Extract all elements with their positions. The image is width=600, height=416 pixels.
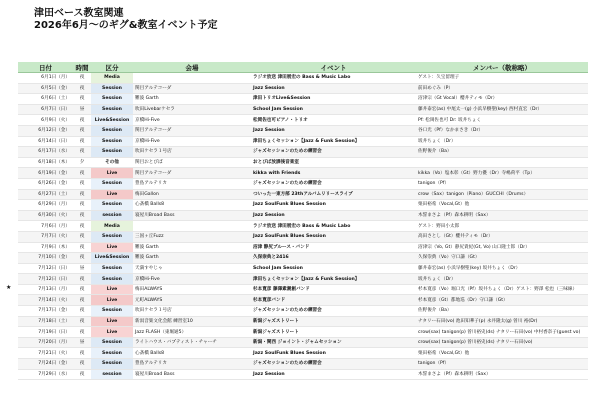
cell-event: Jazz SoulFunk Blues Session bbox=[251, 231, 416, 242]
table-row bbox=[18, 104, 588, 115]
cell-venue: 元町ALWAYS bbox=[133, 295, 251, 306]
cell-time: 夜 bbox=[73, 94, 91, 105]
cell-venue: 豊島アルテリカ bbox=[133, 178, 251, 189]
cell-date: 7月18日（土） bbox=[18, 316, 73, 327]
cell-venue: 難波 Garth bbox=[133, 242, 251, 253]
cell-venue: 関目アルテコーダ bbox=[133, 83, 251, 94]
cell-venue bbox=[133, 73, 251, 84]
cell-time: 夜 bbox=[73, 136, 91, 147]
header-venue: 会場 bbox=[133, 62, 251, 73]
cell-venue bbox=[133, 221, 251, 232]
cell-event: Jazz Session bbox=[251, 369, 416, 380]
star-marker: ★ bbox=[6, 284, 12, 292]
cell-event: 津田ちょくセッション【Jazz & Funk Session】 bbox=[251, 136, 416, 147]
cell-time: 夜 bbox=[73, 178, 91, 189]
cell-time: 夜 bbox=[73, 327, 91, 338]
cell-event: ラジオ放送 津田展宏の Bass & Music Labo bbox=[251, 73, 416, 84]
cell-members: crow(sax) tanigon(p) 曽川裕史(ds) ナタリー石田(vo) 中村香奈子(guest vo) bbox=[416, 327, 588, 338]
cell-date: 6月26日（金） bbox=[18, 178, 73, 189]
cell-date: 7月12日（日） bbox=[18, 263, 73, 274]
cell-time: 昼 bbox=[73, 263, 91, 274]
cell-members: 杉本寛彦（Gt）都地巡（Dr）守口謙（Gt） bbox=[416, 295, 588, 306]
cell-venue: 吹田ケセラ１号店 bbox=[133, 306, 251, 317]
cell-venue: 新潟音楽文化会館 練習室10 bbox=[133, 316, 251, 327]
cell-members: 佐野俊介（Ba） bbox=[416, 306, 588, 317]
table-row bbox=[18, 94, 588, 105]
cell-date: 7月7日（火） bbox=[18, 231, 73, 242]
cell-time: 夜 bbox=[73, 242, 91, 253]
cell-time: 夜 bbox=[73, 210, 91, 221]
cell-venue: 難波 Garth bbox=[133, 253, 251, 264]
cell-cat: Live bbox=[91, 284, 133, 295]
table-row bbox=[18, 157, 588, 168]
table-row bbox=[18, 337, 588, 348]
cell-date: 7月20日（月） bbox=[18, 337, 73, 348]
cell-time: 夜 bbox=[73, 231, 91, 242]
cell-event: ジャズセッションのための練習会 bbox=[251, 359, 416, 370]
table-row bbox=[18, 369, 588, 380]
cell-members: crow(sax) tanigon(p) 曽川裕史(ds) ナタリー石田(vo) bbox=[416, 337, 588, 348]
cell-venue: 寝屋川Broad Bass bbox=[133, 369, 251, 380]
table-row bbox=[18, 295, 588, 306]
cell-members: 坂井ちょく（Dr） bbox=[416, 136, 588, 147]
cell-event: Jazz Session bbox=[251, 210, 416, 221]
cell-members: 前田めぐみ（P） bbox=[416, 83, 588, 94]
table-row bbox=[18, 178, 588, 189]
cell-cat: Session bbox=[91, 136, 133, 147]
table-row bbox=[18, 242, 588, 253]
cell-time: 夜 bbox=[73, 253, 91, 264]
cell-venue: 天満すやじゃ bbox=[133, 263, 251, 274]
cell-cat: Media bbox=[91, 73, 133, 84]
cell-members: 久保崇典（Vo）守口謙（Gt） bbox=[416, 253, 588, 264]
cell-date: 7月13日（月） bbox=[18, 284, 73, 295]
cell-venue: 寝屋川Broad Bass bbox=[133, 210, 251, 221]
table-row bbox=[18, 210, 588, 221]
cell-date: 6月29日（月） bbox=[18, 200, 73, 211]
table-row bbox=[18, 316, 588, 327]
cell-members: 木誓まさよ（Pf）森本耕明（Sax） bbox=[416, 369, 588, 380]
cell-members: 谷口光（Pf）なかまさき（Dr） bbox=[416, 125, 588, 136]
cell-time: 夜 bbox=[73, 295, 91, 306]
cell-event: Jazz Session bbox=[251, 125, 416, 136]
cell-time: 夜 bbox=[73, 284, 91, 295]
cell-date: 6月14日（日） bbox=[18, 136, 73, 147]
cell-venue: 豊島アルテリカ bbox=[133, 359, 251, 370]
cell-cat: Live bbox=[91, 327, 133, 338]
cell-event: ジャズセッションのための練習会 bbox=[251, 178, 416, 189]
cell-date: 6月27日（土） bbox=[18, 189, 73, 200]
cell-members: crow（Sax）tanigon（Piano）GUCCHI（Drums） bbox=[416, 189, 588, 200]
cell-cat: Session bbox=[91, 147, 133, 158]
table-row bbox=[18, 359, 588, 370]
cell-members: Pf: 松岡佐也可 Dr: 坂井ちょく bbox=[416, 115, 588, 126]
cell-cat: Live&Session bbox=[91, 253, 133, 264]
cell-time: 夜 bbox=[73, 200, 91, 211]
table-row bbox=[18, 147, 588, 158]
cell-cat: session bbox=[91, 369, 133, 380]
cell-members: 栗田裕希（Vocal,Gt）他 bbox=[416, 200, 588, 211]
table-row bbox=[18, 125, 588, 136]
cell-venue: 梅田Gallon bbox=[133, 189, 251, 200]
cell-time: 夕 bbox=[73, 157, 91, 168]
cell-date: 7月19日（日） bbox=[18, 327, 73, 338]
cell-venue: 心斎橋 Balls8 bbox=[133, 200, 251, 211]
cell-date: 6月17日（水） bbox=[18, 147, 73, 158]
cell-members: 栗田裕希（Vocal,Gt）他 bbox=[416, 348, 588, 359]
cell-cat: Session bbox=[91, 178, 133, 189]
cell-date: 7月12日（日） bbox=[18, 274, 73, 285]
header-category: 区分 bbox=[91, 62, 133, 73]
page-title: 津田ベース教室関連 bbox=[34, 8, 124, 19]
cell-members: 木誓まさよ（Pf）森本耕明（Sax） bbox=[416, 210, 588, 221]
cell-date: 6月19日（金） bbox=[18, 168, 73, 179]
table-row bbox=[18, 136, 588, 147]
cell-time: 夜 bbox=[73, 369, 91, 380]
cell-cat: Session bbox=[91, 263, 133, 274]
cell-time: 夜 bbox=[73, 73, 91, 84]
cell-cat: Live bbox=[91, 295, 133, 306]
cell-members: 杉本寛彦（Vo）堀口光（Pf）坂井ちょく（Dr）ゲスト：野澤 松也（三味線） bbox=[416, 284, 588, 295]
cell-venue: 京橋Hi-Five bbox=[133, 274, 251, 285]
cell-members: ゲスト：野田小太郎 bbox=[416, 221, 588, 232]
cell-event: 久保崇典と2416 bbox=[251, 253, 416, 264]
cell-date: 6月9日（火） bbox=[18, 115, 73, 126]
cell-event: Jazz SoulFunk Blues Session bbox=[251, 200, 416, 211]
cell-cat: Live bbox=[91, 316, 133, 327]
cell-time: 夜 bbox=[73, 168, 91, 179]
cell-cat: Live bbox=[91, 189, 133, 200]
cell-date: 7月21日（火） bbox=[18, 348, 73, 359]
cell-members: tanigon（Pf） bbox=[416, 178, 588, 189]
table-row bbox=[18, 221, 588, 232]
cell-event: Jazz SoulFunk Blues Session bbox=[251, 348, 416, 359]
cell-members: 佐野俊介（Ba） bbox=[416, 147, 588, 158]
header-event: イベント bbox=[251, 62, 416, 73]
cell-date: 6月5日（金） bbox=[18, 83, 73, 94]
cell-cat: Session bbox=[91, 83, 133, 94]
cell-time: 夜 bbox=[73, 348, 91, 359]
header-members: メンバー（敬称略） bbox=[416, 62, 588, 73]
cell-time: 昼 bbox=[73, 337, 91, 348]
schedule-table bbox=[18, 62, 588, 380]
table-row bbox=[18, 231, 588, 242]
cell-cat: Session bbox=[91, 231, 133, 242]
table-row bbox=[18, 253, 588, 264]
cell-date: 6月18日（木） bbox=[18, 157, 73, 168]
cell-cat: Session bbox=[91, 274, 133, 285]
table-row bbox=[18, 189, 588, 200]
cell-event: 沼津 静尻ブルース・バンド bbox=[251, 242, 416, 253]
cell-event: ラジオ放送 津田展宏の Bass & Music Labo bbox=[251, 221, 416, 232]
table-row bbox=[18, 115, 588, 126]
cell-event: 新潟ジャズストリート bbox=[251, 327, 416, 338]
cell-date: 7月29日（水） bbox=[18, 369, 73, 380]
cell-members: kikka（Vo）塩本彰（Gt）野力優（Dr）寺嶋荷平（Tp） bbox=[416, 168, 588, 179]
cell-venue: 京橋Hi-Five bbox=[133, 115, 251, 126]
cell-time: 夜 bbox=[73, 316, 91, 327]
table-body bbox=[18, 73, 588, 380]
cell-cat: Session bbox=[91, 337, 133, 348]
cell-members: 沼津宗（Vo, Gt）静尻貴紀(Gt, Vo) 山口隆士郎（Dr） bbox=[416, 242, 588, 253]
cell-event: ジャズセッションのための練習会 bbox=[251, 147, 416, 158]
cell-event: 津田ちょくセッション【Jazz & Funk Session】 bbox=[251, 274, 416, 285]
cell-date: 6月7日（日） bbox=[18, 104, 73, 115]
cell-time: 夜 bbox=[73, 359, 91, 370]
cell-date: 6月1日（月） bbox=[18, 73, 73, 84]
table-row bbox=[18, 284, 588, 295]
table-row bbox=[18, 83, 588, 94]
table-row bbox=[18, 306, 588, 317]
cell-venue: 難波 Garth bbox=[133, 94, 251, 105]
cell-event: 新潟・関西 ジョイント・ジャムセッション bbox=[251, 337, 416, 348]
cell-event: ジャズセッションのための練習会 bbox=[251, 306, 416, 317]
cell-cat: Media bbox=[91, 221, 133, 232]
table-row bbox=[18, 73, 588, 84]
cell-date: 6月30日（火） bbox=[18, 210, 73, 221]
cell-cat: Session bbox=[91, 200, 133, 211]
cell-cat: その他 bbox=[91, 157, 133, 168]
table-row bbox=[18, 200, 588, 211]
title-block bbox=[34, 8, 218, 32]
cell-date: 7月9日（木） bbox=[18, 242, 73, 253]
cell-time: 夜 bbox=[73, 147, 91, 158]
cell-venue: 京橋Hi-Five bbox=[133, 136, 251, 147]
cell-event: kikka with Friends bbox=[251, 168, 416, 179]
cell-members: 沼津宗（Gt Vocal）櫻井ティモ（Dr） bbox=[416, 94, 588, 105]
cell-event: 津田トリオLive&Session bbox=[251, 94, 416, 105]
cell-event: School Jam Session bbox=[251, 104, 416, 115]
cell-members: 藤井泰宏(as) 中尾太一(g) 小浜早樹聖(key) 西村直宏（Dr） bbox=[416, 104, 588, 115]
cell-time: 夜 bbox=[73, 189, 91, 200]
header-time: 時間 bbox=[73, 62, 91, 73]
cell-members: 高田さとし（Gt）櫻井ティモ（Dr） bbox=[416, 231, 588, 242]
cell-venue: 心斎橋 Balls8 bbox=[133, 348, 251, 359]
cell-date: 6月6日（土） bbox=[18, 94, 73, 105]
cell-time: 夜 bbox=[73, 83, 91, 94]
table-row bbox=[18, 348, 588, 359]
cell-event: Jazz Session bbox=[251, 83, 416, 94]
cell-date: 7月10日（金） bbox=[18, 253, 73, 264]
cell-time: 昼 bbox=[73, 104, 91, 115]
cell-members: ナタリー石田(vo) 池田知華子(p) 永井隆太(g) 曽川 裕(Dr) bbox=[416, 316, 588, 327]
cell-event: 松岡佐也可ピアノ・トリオ bbox=[251, 115, 416, 126]
cell-date: 7月17日（金） bbox=[18, 306, 73, 317]
cell-date: 6月12日（金） bbox=[18, 125, 73, 136]
cell-date: 7月6日（月） bbox=[18, 221, 73, 232]
cell-event: School Jam Session bbox=[251, 263, 416, 274]
cell-venue: 関目アルテコーダ bbox=[133, 125, 251, 136]
table-row bbox=[18, 274, 588, 285]
cell-cat: Session bbox=[91, 125, 133, 136]
cell-venue: 梅田ALWAYS bbox=[133, 284, 251, 295]
cell-time: 夜 bbox=[73, 125, 91, 136]
cell-time: 夜 bbox=[73, 115, 91, 126]
header-date: 日付 bbox=[18, 62, 73, 73]
cell-cat: Session bbox=[91, 104, 133, 115]
header-row bbox=[18, 62, 588, 73]
cell-cat: Live bbox=[91, 242, 133, 253]
cell-cat: Session bbox=[91, 306, 133, 317]
table-row bbox=[18, 168, 588, 179]
cell-date: 7月14日（火） bbox=[18, 295, 73, 306]
table-row bbox=[18, 263, 588, 274]
cell-time: 夜 bbox=[73, 221, 91, 232]
cell-members bbox=[416, 157, 588, 168]
cell-members: 坂井ちょく（Dr） bbox=[416, 274, 588, 285]
cell-cat: Session bbox=[91, 94, 133, 105]
cell-venue: 三国ヶ丘Fuzz bbox=[133, 231, 251, 242]
cell-members: ゲスト：久宝留理子 bbox=[416, 73, 588, 84]
table-row bbox=[18, 327, 588, 338]
cell-time: 夜 bbox=[73, 274, 91, 285]
cell-time: 夜 bbox=[73, 306, 91, 317]
cell-cat: session bbox=[91, 210, 133, 221]
cell-event: 杉本寛彦バンド bbox=[251, 295, 416, 306]
cell-venue: ライトハウス・バプティスト・チャーチ bbox=[133, 337, 251, 348]
cell-members: tanigon（Pf） bbox=[416, 359, 588, 370]
cell-venue: 吹田ケセラ１号店 bbox=[133, 147, 251, 158]
cell-date: 7月24日（金） bbox=[18, 359, 73, 370]
cell-event: ついった一東方部 23thアルバムリリースライブ bbox=[251, 189, 416, 200]
cell-cat: Live&Session bbox=[91, 115, 133, 126]
page-subtitle: 2026年6月〜のギグ&教室イベント予定 bbox=[34, 20, 218, 31]
cell-venue: 関目アルテコーダ bbox=[133, 168, 251, 179]
cell-cat: Session bbox=[91, 348, 133, 359]
cell-venue: 吹田Livebarケセラ bbox=[133, 104, 251, 115]
cell-event: 新潟ジャズストリート bbox=[251, 316, 416, 327]
cell-event: 杉本寛彦 藤澤素潮創バンド bbox=[251, 284, 416, 295]
cell-cat: Session bbox=[91, 359, 133, 370]
cell-venue: 関目おとびば bbox=[133, 157, 251, 168]
cell-event: おとびば放課後音楽室 bbox=[251, 157, 416, 168]
cell-members: 藤井泰宏(as) 小浜早樹聖(key) 坂井ちょく（Dr） bbox=[416, 263, 588, 274]
cell-venue: Jazz FLASH（東堀通5） bbox=[133, 327, 251, 338]
cell-cat: Live bbox=[91, 168, 133, 179]
